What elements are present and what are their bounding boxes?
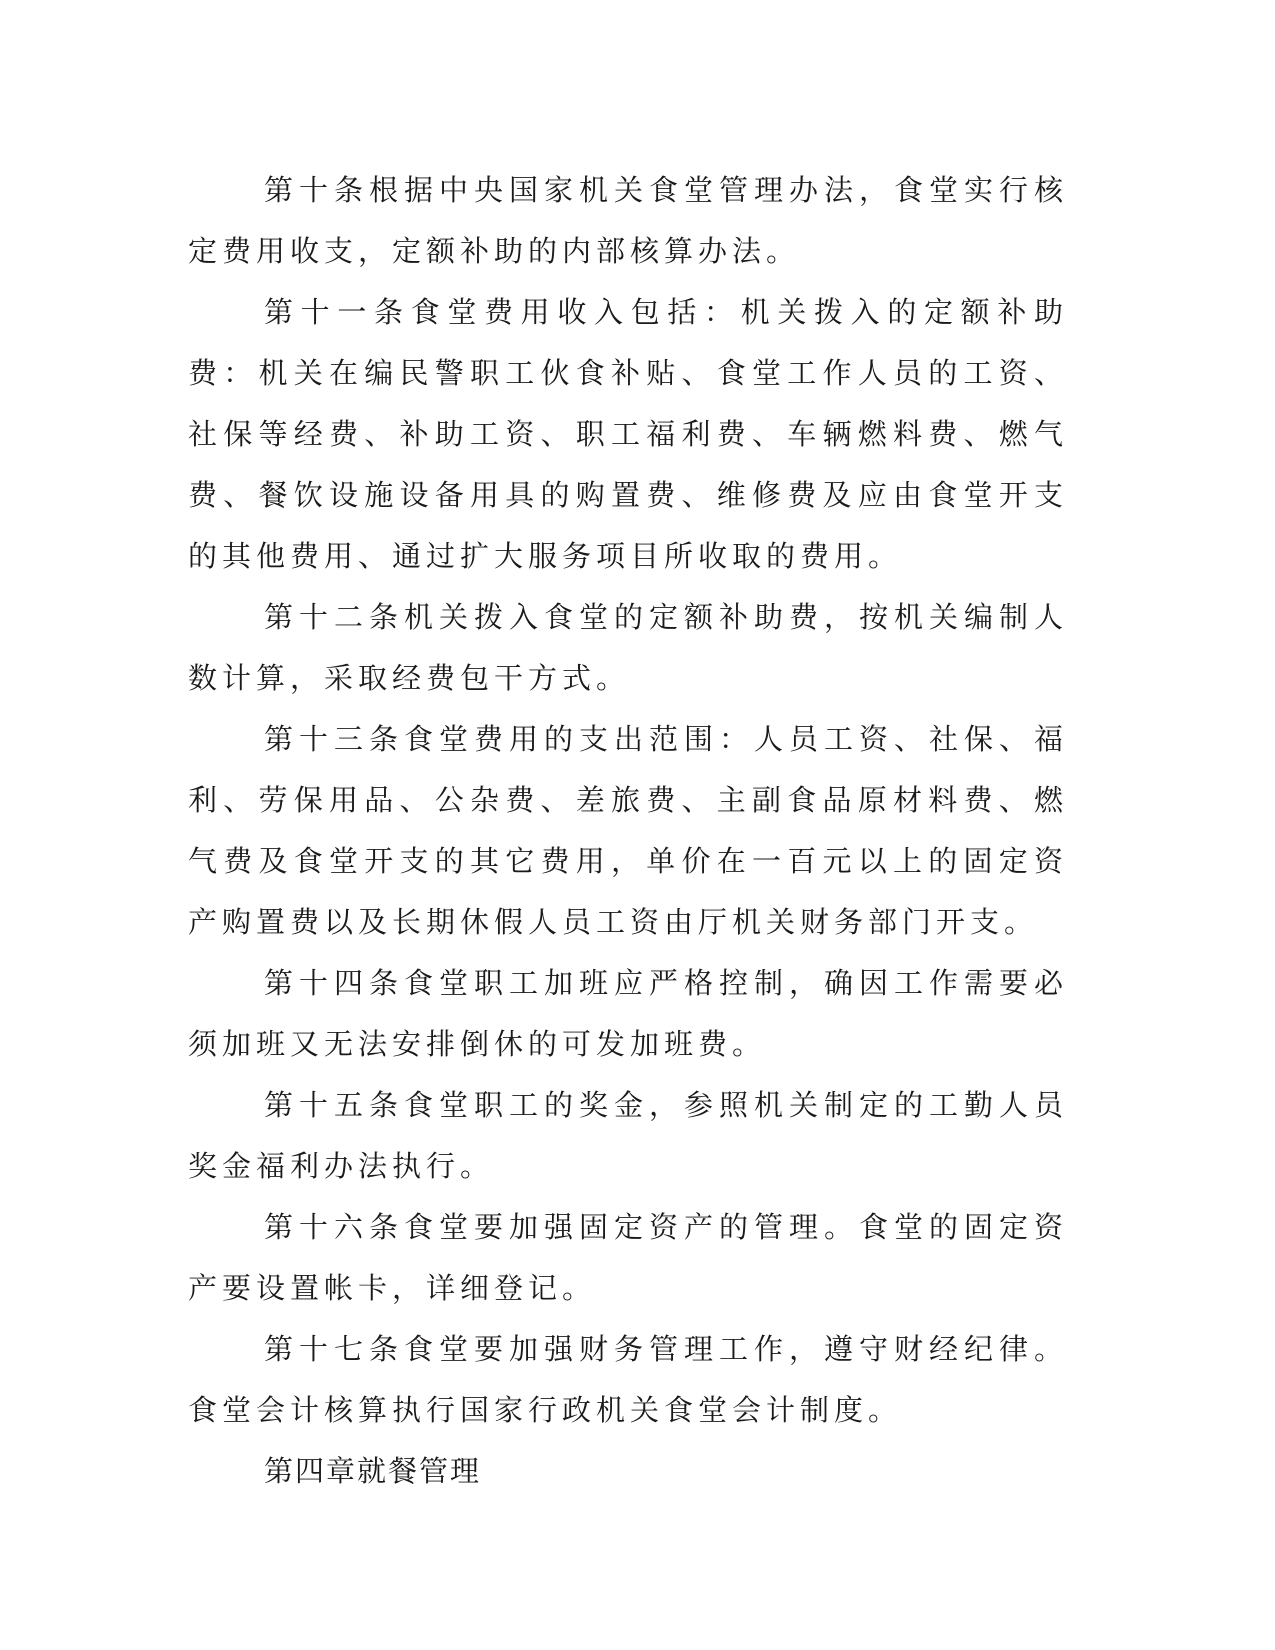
article-11-paragraph: 第十一条食堂费用收入包括：机关拨入的定额补助费：机关在编民警职工伙食补贴、食堂工作人员的工资、社保等经费、补助工资、职工福利费、车辆燃料费、燃气费、餐饮设施设备用具的购置费、维修费及应由食堂开支的其他费用、通过扩大服务项目所收取的费用。 bbox=[188, 295, 1068, 573]
document-page bbox=[188, 160, 1068, 1502]
article-13-paragraph: 第十三条食堂费用的支出范围：人员工资、社保、福利、劳保用品、公杂费、差旅费、主副食品原材料费、燃气费及食堂开支的其它费用，单价在一百元以上的固定资产购置费以及长期休假人员工资由厅机关财务部门开支。 bbox=[188, 722, 1068, 939]
article-16-paragraph: 第十六条食堂要加强固定资产的管理。食堂的固定资产要设置帐卡，详细登记。 bbox=[188, 1210, 1068, 1305]
article-10-paragraph: 第十条根据中央国家机关食堂管理办法，食堂实行核定费用收支，定额补助的内部核算办法。 bbox=[188, 173, 1068, 268]
article-14-paragraph: 第十四条食堂职工加班应严格控制，确因工作需要必须加班又无法安排倒休的可发加班费。 bbox=[188, 966, 1068, 1061]
article-15-paragraph: 第十五条食堂职工的奖金，参照机关制定的工勤人员奖金福利办法执行。 bbox=[188, 1088, 1068, 1183]
article-12-paragraph: 第十二条机关拨入食堂的定额补助费，按机关编制人数计算，采取经费包干方式。 bbox=[188, 600, 1068, 695]
chapter-heading: 第四章就餐管理 bbox=[264, 1454, 482, 1488]
article-17-paragraph: 第十七条食堂要加强财务管理工作，遵守财经纪律。食堂会计核算执行国家行政机关食堂会计制度。 bbox=[188, 1332, 1068, 1427]
